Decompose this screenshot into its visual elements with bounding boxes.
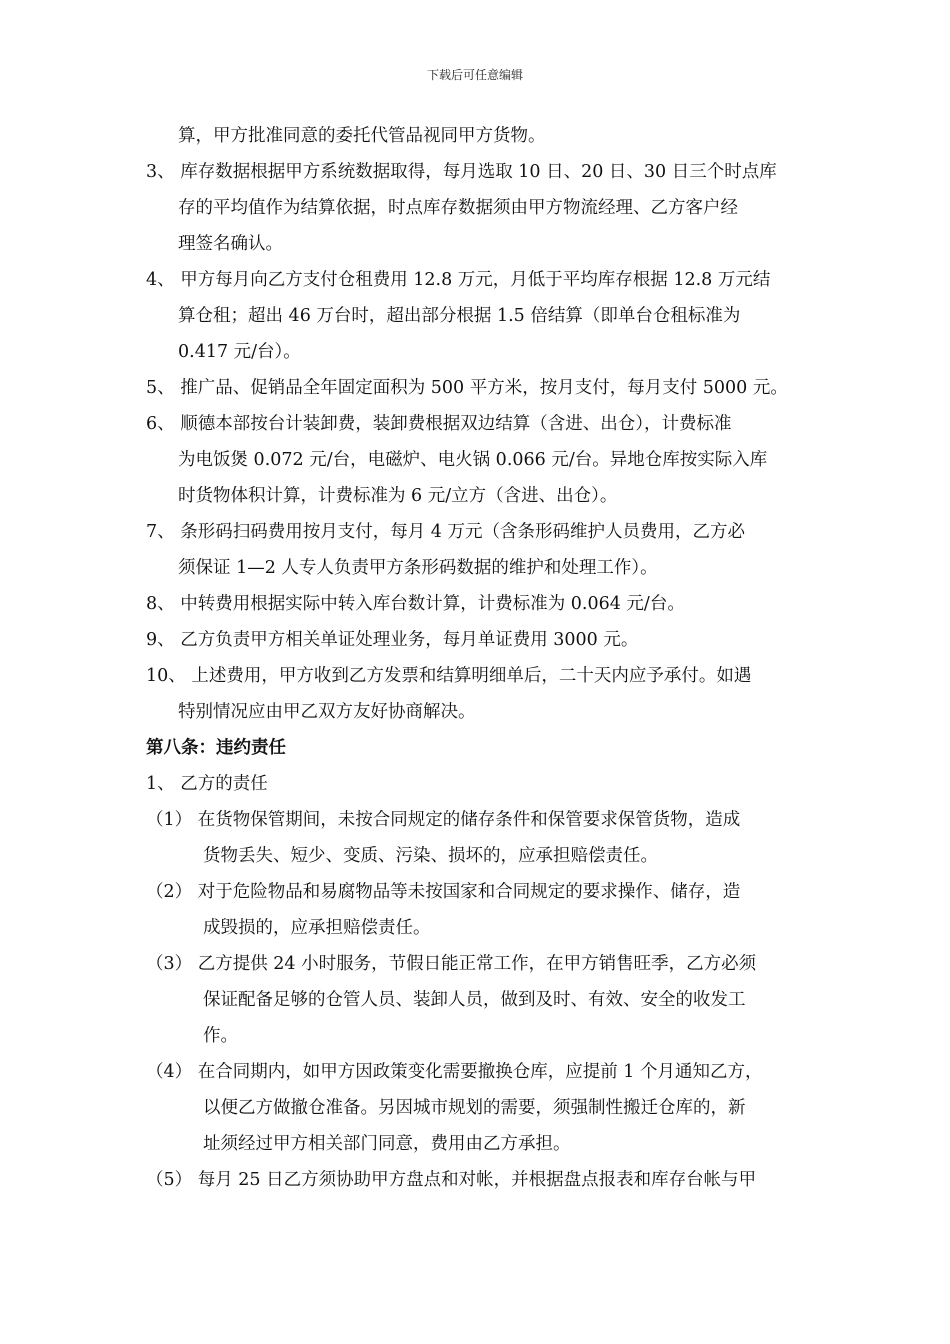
text-line: 货物丢失、短少、变质、污染、损坏的，应承担赔偿责任。	[203, 846, 658, 866]
text-line: 存的平均值作为结算依据，时点库存数据须由甲方物流经理、乙方客户经	[178, 198, 738, 218]
sub-item-1: （1） 在货物保管期间，未按合同规定的储存条件和保管要求保管货物，造成	[146, 810, 741, 830]
page-header-note: 下载后可任意编辑	[426, 68, 523, 82]
text-line: 保证配备足够的仓管人员、装卸人员，做到及时、有效、安全的收发工	[203, 990, 746, 1010]
list-item-5: 5、 推广品、促销品全年固定面积为 500 平方米，按月支付，每月支付 5000 元。	[146, 378, 788, 398]
text-line: 算，甲方批准同意的委托代管品视同甲方货物。	[178, 126, 546, 146]
list-item-1: 1、 乙方的责任	[146, 774, 268, 794]
text-line: 0.417 元/台）。	[178, 342, 301, 362]
list-item-8: 8、 中转费用根据实际中转入库台数计算，计费标准为 0.064 元/台。	[146, 594, 685, 614]
list-item-6: 6、 顺德本部按台计装卸费，装卸费根据双边结算（含进、出仓），计费标准	[146, 414, 732, 434]
sub-item-4: （4） 在合同期内，如甲方因政策变化需要撤换仓库，应提前 1 个月通知乙方，	[146, 1062, 763, 1082]
text-line: 时货物体积计算，计费标准为 6 元/立方（含进、出仓）。	[178, 486, 618, 506]
text-line: 特别情况应由甲乙双方友好协商解决。	[178, 702, 476, 722]
text-line: 算仓租；超出 46 万台时，超出部分根据 1.5 倍结算（即单台仓租标准为	[178, 306, 741, 326]
text-line: 成毁损的，应承担赔偿责任。	[203, 918, 431, 938]
list-item-3: 3、 库存数据根据甲方系统数据取得，每月选取 10 日、20 日、30 日三个时点库	[146, 162, 777, 182]
list-item-10: 10、 上述费用，甲方收到乙方发票和结算明细单后，二十天内应予承付。如遇	[146, 666, 752, 686]
text-line: 作。	[203, 1026, 238, 1046]
list-item-9: 9、 乙方负责甲方相关单证处理业务，每月单证费用 3000 元。	[146, 630, 639, 650]
text-line: 须保证 1—2 人专人负责甲方条形码数据的维护和处理工作）。	[178, 558, 658, 578]
sub-item-3: （3） 乙方提供 24 小时服务，节假日能正常工作，在甲方销售旺季，乙方必须	[146, 954, 757, 974]
text-line: 以便乙方做撤仓准备。另因城市规划的需要，须强制性搬迁仓库的，新	[203, 1098, 746, 1118]
sub-item-2: （2） 对于危险物品和易腐物品等未按国家和合同规定的要求操作、储存，造	[146, 882, 741, 902]
text-line: 理签名确认。	[178, 234, 283, 254]
section-heading: 第八条：违约责任	[146, 738, 286, 758]
text-line: 址须经过甲方相关部门同意，费用由乙方承担。	[203, 1134, 571, 1154]
list-item-4: 4、 甲方每月向乙方支付仓租费用 12.8 万元，月低于平均库存根据 12.8 万元结	[146, 270, 771, 290]
list-item-7: 7、 条形码扫码费用按月支付，每月 4 万元（含条形码维护人员费用，乙方必	[146, 522, 745, 542]
text-line: 为电饭煲 0.072 元/台，电磁炉、电火锅 0.066 元/台。异地仓库按实际入库	[178, 450, 768, 470]
sub-item-5: （5） 每月 25 日乙方须协助甲方盘点和对帐，并根据盘点报表和库存台帐与甲	[146, 1170, 757, 1190]
